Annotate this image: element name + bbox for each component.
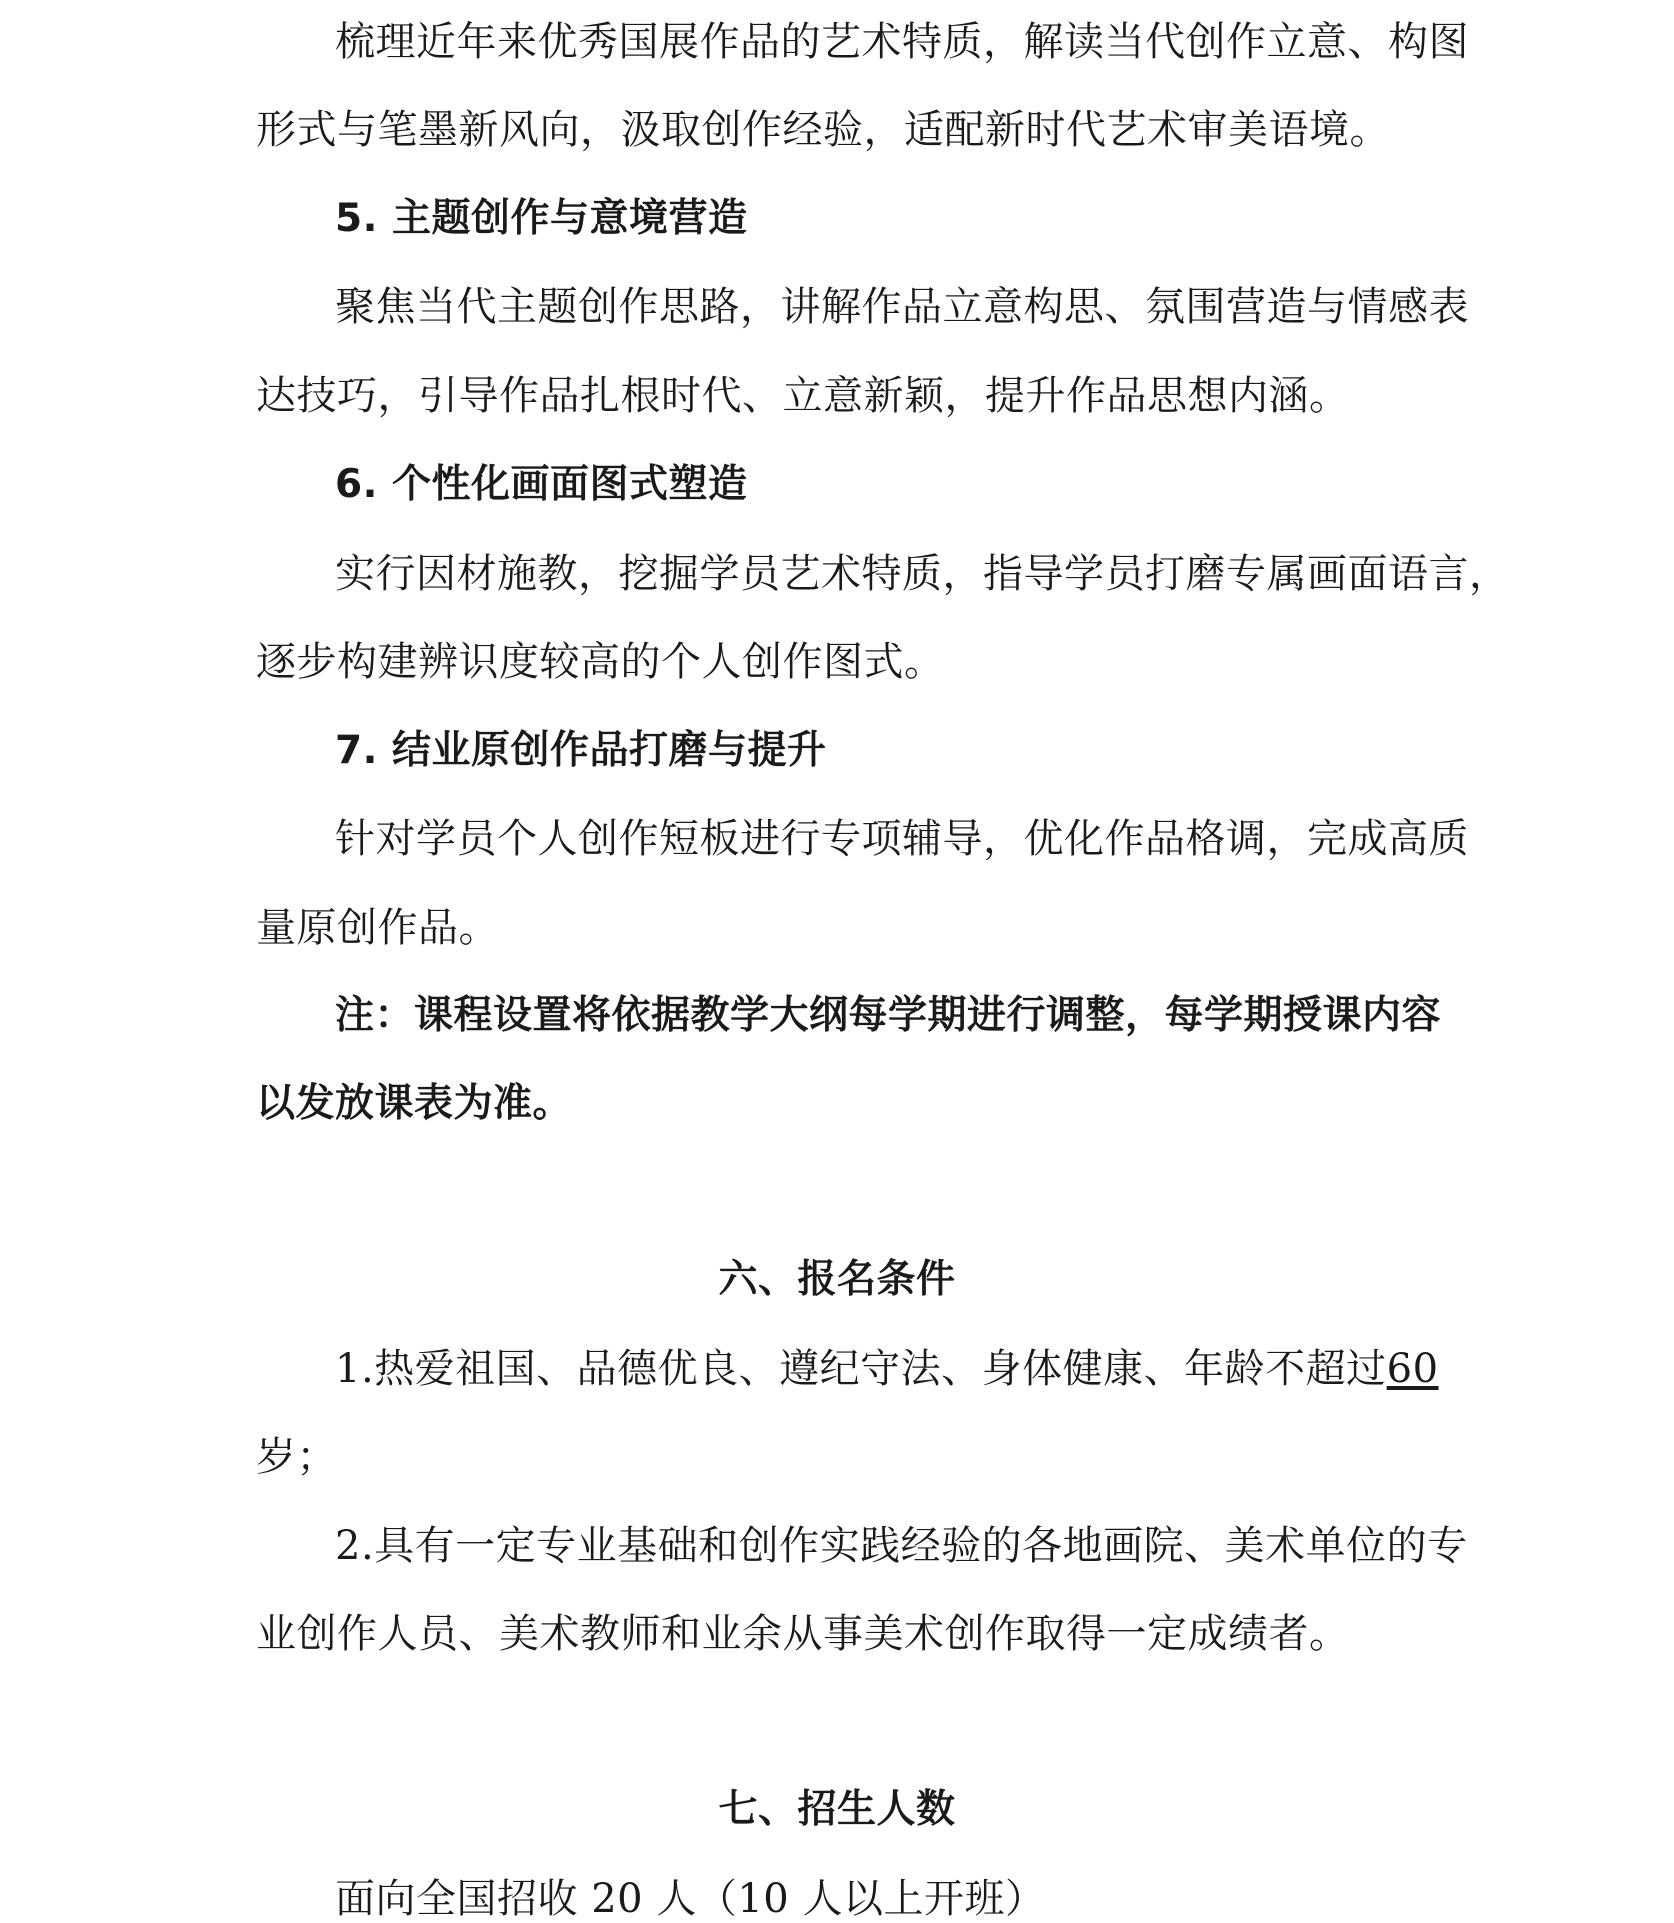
paragraph-line: 针对学员个人创作短板进行专项辅导，优化作品格调，完成高质 — [335, 816, 1469, 862]
paragraph-line: 2.具有一定专业基础和创作实践经验的各地画院、美术单位的专 — [335, 1523, 1468, 1569]
paragraph-line: 岁； — [256, 1434, 337, 1480]
paragraph-line: 实行因材施教，挖掘学员艺术特质，指导学员打磨专属画面语言， — [335, 551, 1510, 597]
paragraph-line: 业创作人员、美术教师和业余从事美术创作取得一定成绩者。 — [256, 1611, 1350, 1657]
paragraph-line: 达技巧，引导作品扎根时代、立意新颖，提升作品思想内涵。 — [256, 373, 1350, 419]
paragraph-line — [335, 1345, 1439, 1393]
subheading-7: 7. 结业原创作品打磨与提升 — [335, 728, 827, 773]
paragraph-line: 逐步构建辨识度较高的个人创作图式。 — [256, 639, 945, 685]
subheading-6: 6. 个性化画面图式塑造 — [335, 462, 748, 507]
item-text: 1.热爱祖国、品德优良、遵纪守法、身体健康、年龄不超过 — [335, 1346, 1387, 1392]
paragraph-line: 形式与笔墨新风向，汲取创作经验，适配新时代艺术审美语境。 — [256, 107, 1390, 153]
note-line: 注：课程设置将依据教学大纲每学期进行调整，每学期授课内容 — [335, 993, 1442, 1038]
paragraph-line: 梳理近年来优秀国展作品的艺术特质，解读当代创作立意、构图 — [335, 19, 1469, 65]
paragraph-line: 量原创作品。 — [256, 905, 499, 951]
paragraph-line: 聚焦当代主题创作思路，讲解作品立意构思、氛围营造与情感表 — [335, 284, 1469, 330]
section-title-6: 六、报名条件 — [718, 1257, 956, 1302]
section-title-7: 七、招生人数 — [718, 1787, 956, 1832]
note-line: 以发放课表为准。 — [256, 1081, 573, 1126]
paragraph-line: 面向全国招收 20 人（10 人以上开班） — [335, 1876, 1046, 1922]
subheading-5: 5. 主题创作与意境营造 — [335, 196, 748, 241]
age-limit-number: 60 — [1386, 1346, 1439, 1392]
